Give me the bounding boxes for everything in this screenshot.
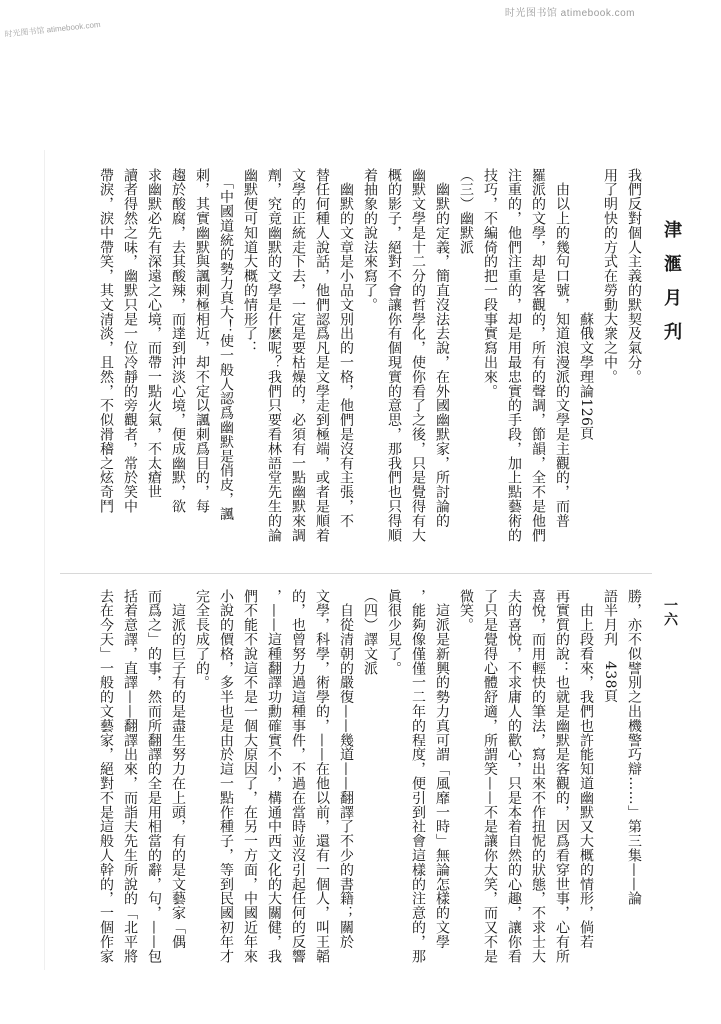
section-divider [60,573,652,574]
left-margin-line [44,150,45,970]
watermark-top: 时光图书馆 atimebook.com [504,8,635,19]
running-head-journal-title: 津滙月刋 [661,220,682,356]
page-number: 一六 [662,598,678,626]
text-block-lower: 勝，亦不似譬別之出機警巧辯……」第三集——論 語半月刋 438頁 由上段看來，我們也許能知道幽默又大概的情形，倘若 再實質的說：也就是幽默是客觀的，因爲看穿世事，心有所 喜悅，而用輕快的筆法，寫出來不作扭怩的狀態，不求士大 夫的喜悅，不求庸人的歡心，只是本着自然的心趣，讓你看 了只是覺得心體舒適，所謂笑——不是讓你大笑，而又不是 微笑。 這派是新興的勢力真可謂「風靡一時」無論怎樣的文學 ，能夠像僅僅一二年的程度，便引到社會這樣的注意的，那 眞很少見了。 （四）譯文派 自從清朝的嚴復——幾道——翻譯了不少的書籍；關於 文學，科學，術學的，——在他以前，還有一個人，叫王韜 的，也曾努力過這種事件，不過在當時並沒引起任何的反響 ，——這種翻譯功勳確實不小，構通中西文化的大關健，我 們不能不說這不是一個大原因了，在另一方面，中國近年來 小說的價格，多半也是由於這一點作種子，等到民國初年才 完全長成了的。 這派的巨子有的是盡生努力在上頭，有的是文藝家「偶 而爲之」的事，然而所翻譯的全是用相當的辭，句，——包 括着意譯，直譯——翻譯出來，而詣夫先生所說的「北平將 去在今天」一般的文藝家，絕對不是這般人幹的，一個作家 [98,589,642,964]
text-block-upper: 我們反對個人主義的默契及氣分。 用了明快的方式在勞動大衆之中。 蘇俄文學理論126頁 由以上的幾句口號，知道浪漫派的文學是主觀的，而普 羅派的文學，却是客觀的，所有的聲調，節韻，全不是他們 注重的，他們注重的，却是用最忠實的手段，加上點藝術的 技巧，不編倚的把一段事實寫出來。 （三）幽默派 幽默的定義，簡直沒法去說，在外國幽默家，所討論的 幽默文學是十二分的哲學化，使你看了之後，只是覺得有大 概的影子，絕對不會讓你有個現實的意思，那我們也只得順 着抽象的說法來寫了。 幽默的文章是小品文別出的一格，他們是沒有主張，不 替任何種人說話，他們認爲凡是文學走到極端，或者是順着 文學的正統走下去，一定是要枯燥的，必須有一點幽默來調 劑，究竟幽默的文學是什麽呢？我們只要看林語堂先生的論 幽默便可知道大概的情形了： 「中國道統的勢力真大！使一般人認爲幽默是俏皮，諷 刺，其實幽默與諷刺極相近，却不定以諷刺爲目的，每 趨於酸腐，去其酸辣，而達到沖淡心境，便成幽默，欲 求幽默必先有深遠之心境，而帶一點火氣，不太瘡世 讀者得然之味，幽默只是一位冷靜的旁觀者，常於笑中 帶淚，淚中帶笑，其文清淡，且然，不似滑稽之炫奇鬥 [98,168,642,543]
watermark-side: 时光图书馆 atimebook.com [4,19,101,39]
